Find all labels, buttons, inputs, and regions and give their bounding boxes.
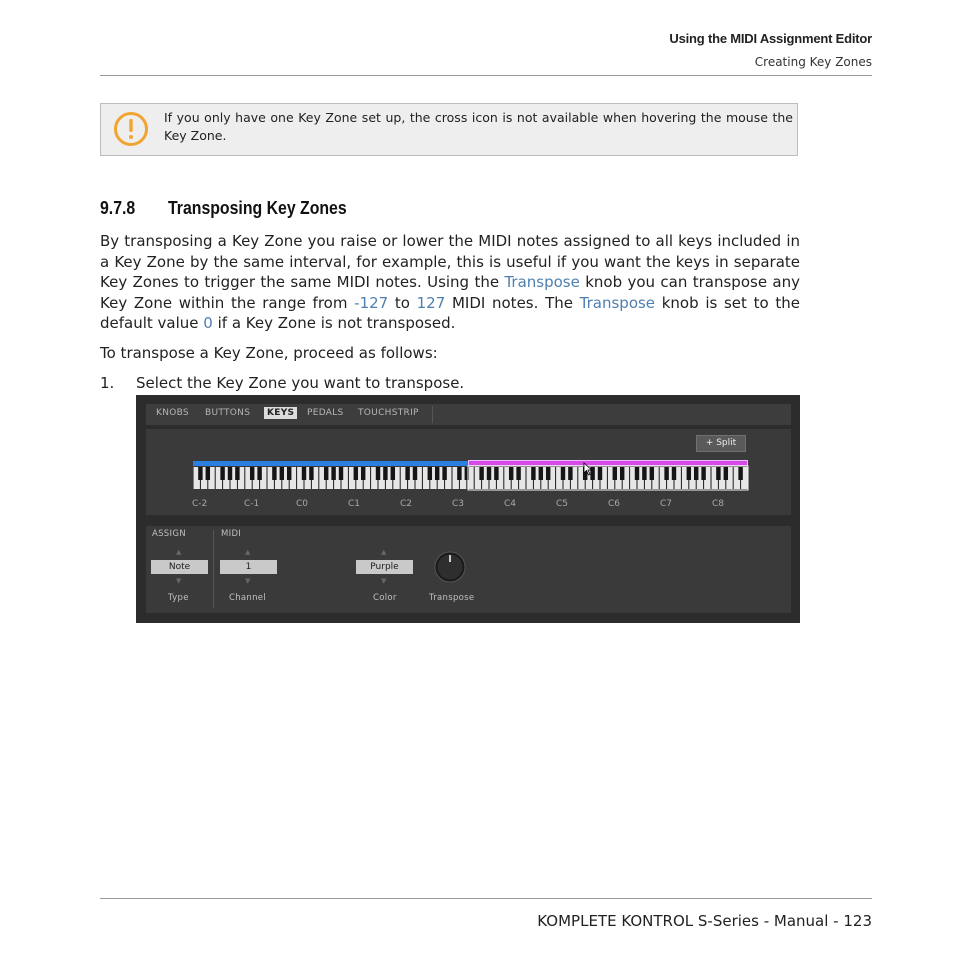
octave-label: C8 (712, 499, 725, 509)
black-key[interactable] (302, 467, 306, 480)
paragraph-text: knob you can transpose any Key Zone within the range from (100, 273, 800, 312)
range-min-value: -127 (354, 293, 389, 312)
tab-keys[interactable]: KEYS (264, 407, 297, 419)
midi-section-label: MIDI (221, 529, 242, 539)
black-key[interactable] (235, 467, 239, 480)
black-key[interactable] (220, 467, 224, 480)
paragraph-text: knob is set to the default value (100, 293, 800, 332)
tab-buttons[interactable]: BUTTONS (205, 408, 251, 418)
black-key[interactable] (516, 467, 520, 480)
down-arrow-icon[interactable]: ▼ (381, 577, 387, 585)
black-key[interactable] (376, 467, 380, 480)
black-key[interactable] (250, 467, 254, 480)
black-key[interactable] (324, 467, 328, 480)
exclamation-circle-icon (113, 111, 149, 147)
octave-label: C-2 (192, 499, 208, 509)
black-key[interactable] (701, 467, 705, 480)
tab-knobs[interactable]: KNOBS (156, 408, 189, 418)
black-key[interactable] (287, 467, 291, 480)
footer-divider (100, 898, 872, 899)
black-key[interactable] (561, 467, 565, 480)
black-key[interactable] (309, 467, 313, 480)
split-button[interactable]: + Split (696, 435, 746, 452)
type-label: Type (168, 593, 189, 603)
black-key[interactable] (228, 467, 232, 480)
black-key[interactable] (435, 467, 439, 480)
black-key[interactable] (280, 467, 284, 480)
step-number: 1. (100, 374, 115, 392)
black-key[interactable] (613, 467, 617, 480)
mouse-cursor-icon (583, 462, 593, 476)
section-number: 9.7.8 (100, 198, 136, 218)
tab-touchstrip[interactable]: TOUCHSTRIP (358, 408, 419, 418)
black-key[interactable] (331, 467, 335, 480)
black-key[interactable] (635, 467, 639, 480)
black-key[interactable] (598, 467, 602, 480)
paragraph-text: By transposing a Key Zone you raise or lower the MIDI notes assigned to all keys included in a Key Zone by the same interval, for example, this is useful if you want the keys in separate Key Zones to trigger the same MIDI notes. Using the (100, 232, 800, 291)
black-key[interactable] (531, 467, 535, 480)
black-key[interactable] (664, 467, 668, 480)
black-key[interactable] (272, 467, 276, 480)
black-key[interactable] (383, 467, 387, 480)
black-key[interactable] (509, 467, 513, 480)
transpose-reference: Transpose (504, 273, 580, 291)
black-key[interactable] (354, 467, 358, 480)
transpose-reference: Transpose (579, 293, 656, 312)
black-key[interactable] (620, 467, 624, 480)
black-key[interactable] (716, 467, 720, 480)
section-divider (213, 530, 214, 608)
range-max-value: 127 (416, 293, 446, 312)
zone-settings-panel (146, 526, 791, 613)
black-key[interactable] (442, 467, 446, 480)
keyboard-panel (146, 429, 791, 515)
step-text: Select the Key Zone you want to transpose. (136, 374, 465, 392)
default-value: 0 (203, 314, 213, 332)
piano-keyboard[interactable] (146, 429, 791, 515)
black-key[interactable] (738, 467, 742, 480)
octave-label: C0 (296, 499, 309, 509)
paragraph-text: to (388, 293, 417, 312)
down-arrow-icon[interactable]: ▼ (176, 577, 182, 585)
black-key[interactable] (687, 467, 691, 480)
running-header-title: Using the MIDI Assignment Editor (669, 31, 872, 46)
assign-section-label: ASSIGN (152, 529, 186, 539)
paragraph-text: MIDI notes. The (445, 293, 580, 312)
tab-divider (432, 406, 433, 423)
octave-label: C5 (556, 499, 569, 509)
up-arrow-icon[interactable]: ▲ (381, 548, 387, 556)
channel-label: Channel (229, 593, 266, 603)
black-key[interactable] (339, 467, 343, 480)
black-key[interactable] (428, 467, 432, 480)
black-key[interactable] (257, 467, 261, 480)
transpose-label: Transpose (429, 593, 475, 603)
black-key[interactable] (198, 467, 202, 480)
black-key[interactable] (487, 467, 491, 480)
note-text: If you only have one Key Zone set up, the cross icon is not available when hovering the mouse the Key Zone. (164, 110, 793, 143)
up-arrow-icon[interactable]: ▲ (176, 548, 182, 556)
footer-text: KOMPLETE KONTROL S-Series - Manual - 123 (537, 912, 872, 930)
octave-label: C3 (452, 499, 465, 509)
color-field[interactable]: Purple (356, 560, 413, 574)
body-paragraph (100, 231, 800, 334)
black-key[interactable] (457, 467, 461, 480)
instruction-intro: To transpose a Key Zone, proceed as follows: (100, 344, 438, 362)
black-key[interactable] (206, 467, 210, 480)
black-key[interactable] (724, 467, 728, 480)
channel-field[interactable]: 1 (220, 560, 277, 574)
paragraph-text: if a Key Zone is not transposed. (212, 314, 456, 332)
black-key[interactable] (494, 467, 498, 480)
black-key[interactable] (539, 467, 543, 480)
octave-label: C6 (608, 499, 621, 509)
color-label: Color (373, 593, 397, 603)
black-key[interactable] (479, 467, 483, 480)
octave-label: C2 (400, 499, 413, 509)
tab-bar (146, 404, 791, 425)
note-box (100, 103, 798, 156)
octave-label: C-1 (244, 499, 260, 509)
section-title: Transposing Key Zones (168, 198, 347, 218)
black-key[interactable] (391, 467, 395, 480)
black-key[interactable] (694, 467, 698, 480)
down-arrow-icon[interactable]: ▼ (245, 577, 251, 585)
type-field[interactable]: Note (151, 560, 208, 574)
black-key[interactable] (413, 467, 417, 480)
black-key[interactable] (568, 467, 572, 480)
black-key[interactable] (650, 467, 654, 480)
black-key[interactable] (546, 467, 550, 480)
header-divider (100, 75, 872, 76)
running-header-subtitle: Creating Key Zones (754, 55, 872, 69)
transpose-knob[interactable] (434, 551, 466, 583)
black-key[interactable] (642, 467, 646, 480)
octave-label: C4 (504, 499, 517, 509)
octave-label: C1 (348, 499, 361, 509)
octave-label: C7 (660, 499, 673, 509)
black-key[interactable] (405, 467, 409, 480)
tab-pedals[interactable]: PEDALS (307, 408, 344, 418)
black-key[interactable] (672, 467, 676, 480)
black-key[interactable] (361, 467, 365, 480)
up-arrow-icon[interactable]: ▲ (245, 548, 251, 556)
midi-editor-screenshot (136, 395, 800, 623)
